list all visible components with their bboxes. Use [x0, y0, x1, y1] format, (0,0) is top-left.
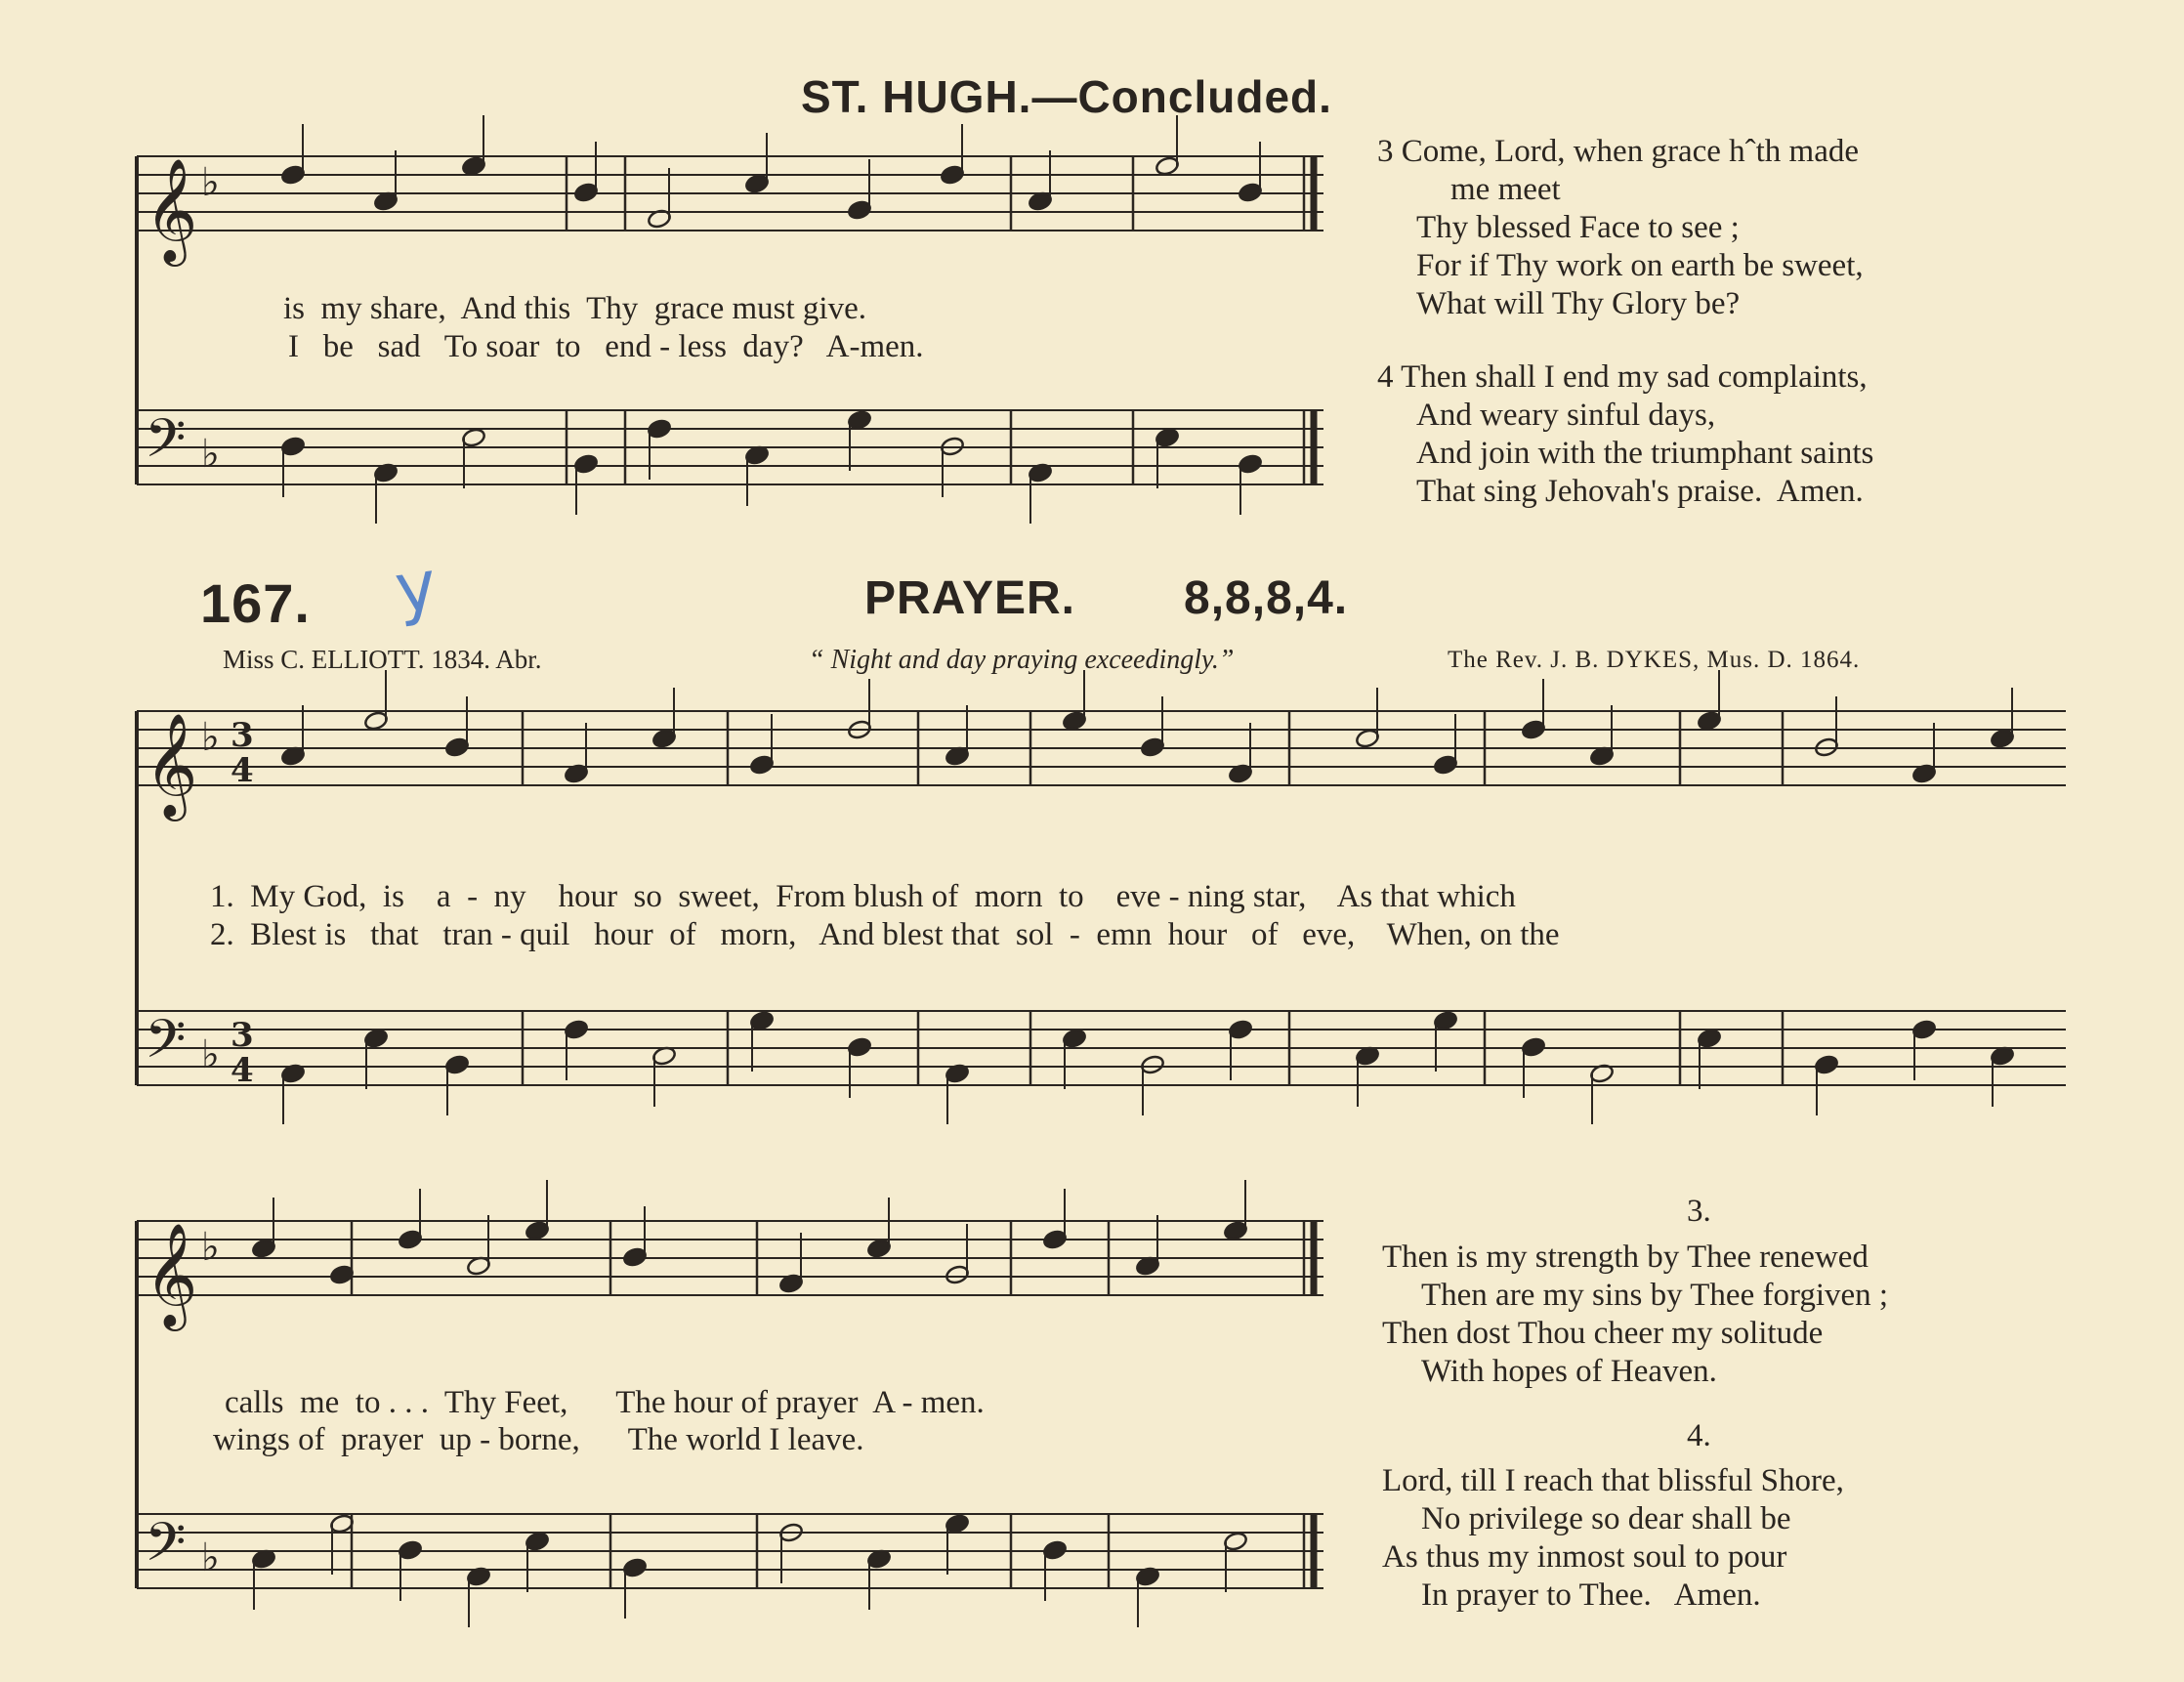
verse-line: Then dost Thou cheer my solitude — [1382, 1316, 1824, 1351]
treble-clef-icon: 𝄞 — [145, 712, 198, 817]
verse-line: Thy blessed Face to see ; — [1416, 210, 1740, 245]
flat-icon: ♭ — [201, 1032, 220, 1077]
prayer-verse-4 — [1382, 1462, 1844, 1615]
bass-clef-icon: 𝄢 — [145, 1511, 187, 1586]
st-hugh-verse-3 — [1377, 133, 1864, 323]
verse-line: And weary sinful days, — [1416, 398, 1716, 433]
bass-clef-icon: 𝄢 — [145, 1008, 187, 1083]
prayer-lyric-line-1: 1. My God, is a - ny hour so sweet, From blush of morn to eve - ning star, As that which — [210, 879, 1516, 914]
time-signature: 4 — [231, 1051, 254, 1090]
verse-line: Then is my strength by Thee renewed — [1382, 1240, 1869, 1275]
verse-line: In prayer to Thee. Amen. — [1421, 1577, 1761, 1613]
hymn-number: 167. — [200, 572, 311, 634]
verse-line: me meet — [1450, 172, 1561, 207]
verse-line: As thus my inmost soul to pour — [1382, 1539, 1787, 1575]
page-title: ST. HUGH.—Concluded. — [801, 71, 1332, 122]
prayer-lyric-line-4: wings of prayer up - borne, The world I leave. — [213, 1422, 864, 1457]
hymn-title: PRAYER. — [864, 572, 1075, 624]
treble-clef-icon: 𝄞 — [145, 1222, 198, 1326]
verse-number: 4. — [1687, 1418, 1711, 1453]
verse-line: 3 Come, Lord, when grace hˆth made — [1377, 134, 1860, 169]
verse-line: Then are my sins by Thee forgiven ; — [1421, 1278, 1889, 1313]
verse-line: And join with the triumphant saints — [1416, 436, 1874, 471]
hymn-meter: 8,8,8,4. — [1184, 572, 1349, 624]
time-signature: 3 — [231, 716, 254, 755]
time-signature: 3 — [231, 1016, 254, 1055]
flat-icon: ♭ — [201, 1225, 220, 1270]
hymn-motto: “ Night and day praying exceedingly.” — [809, 645, 1235, 675]
verse-line: With hopes of Heaven. — [1421, 1354, 1717, 1389]
verse-line: No privilege so dear shall be — [1421, 1501, 1791, 1536]
st-hugh-lyric-line-2: I be sad To soar to end - less day? A-men. — [288, 329, 924, 364]
st-hugh-verse-4 — [1377, 358, 1873, 511]
treble-clef-icon: 𝄞 — [145, 157, 198, 262]
prayer-verse-3 — [1382, 1239, 1888, 1391]
verse-number: 3. — [1687, 1194, 1711, 1229]
pencil-mark: y — [390, 544, 441, 630]
verse-line: Lord, till I reach that blissful Shore, — [1382, 1463, 1844, 1498]
flat-icon: ♭ — [201, 1535, 220, 1580]
prayer-lyric-line-3: calls me to . . . Thy Feet, The hour of prayer A - men. — [225, 1385, 985, 1420]
verse-line: For if Thy work on earth be sweet, — [1416, 248, 1864, 283]
flat-icon: ♭ — [201, 432, 220, 477]
hymn-author: Miss C. ELLIOTT. 1834. Abr. — [223, 645, 542, 674]
verse-line: 4 Then shall I end my sad complaints, — [1377, 359, 1868, 395]
verse-line: That sing Jehovah's praise. Amen. — [1416, 474, 1864, 509]
verse-line: What will Thy Glory be? — [1416, 286, 1741, 321]
flat-icon: ♭ — [201, 160, 220, 205]
hymn-composer: The Rev. J. B. DYKES, Mus. D. 1864. — [1448, 647, 1861, 673]
flat-icon: ♭ — [201, 715, 220, 760]
st-hugh-lyric-line-1: is my share, And this Thy grace must give. — [283, 291, 866, 326]
time-signature: 4 — [231, 751, 254, 790]
bass-clef-icon: 𝄢 — [145, 407, 187, 483]
prayer-lyric-line-2: 2. Blest is that tran - quil hour of morn, And blest that sol - emn hour of eve, When, on the — [210, 917, 1560, 952]
